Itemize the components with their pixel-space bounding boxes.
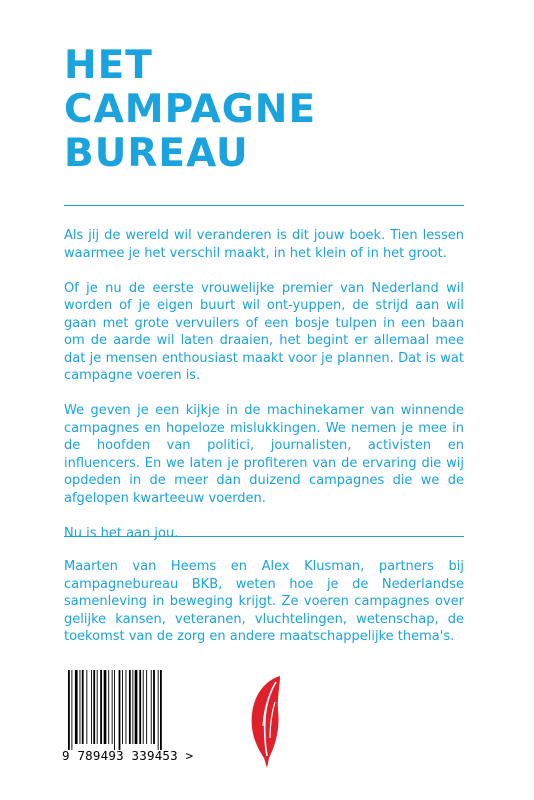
blurb-paragraph-2: Of je nu de eerste vrouwelijke premier van Nederland wil worden of je eigen buurt wil ont-yuppen, de strijd aan wil gaan met grote vervuilers of een bosje tulpen in een baan om de aarde wil laten draaien, het begint er allemaal mee dat je mensen enthousiast maakt voor je plannen. Dat is wat campagne voeren is. xyxy=(64,280,464,383)
title-line-2: CAMPAGNE xyxy=(64,87,317,132)
blurb-paragraph-4: Nu is het aan jou. xyxy=(64,525,179,541)
isbn-text: 9 789493 339453 > xyxy=(62,748,194,763)
title-line-3: BUREAU xyxy=(64,131,249,176)
divider-top xyxy=(64,205,464,206)
quill-pen-logo-icon xyxy=(236,672,296,772)
title-line-1: HET xyxy=(64,43,153,88)
book-title xyxy=(64,44,484,176)
author-bio: Maarten van Heems en Alex Klusman, partners bij campagnebureau BKB, weten hoe je de Nederlandse samenleving in beweging krijgt. Ze voeren campagnes over gelijke kansen, veteranen, vluchtelingen, wetenschap, de toekomst van de zorg en andere maatschappelijke thema's. xyxy=(64,559,464,644)
blurb-paragraph-1: Als jij de wereld wil veranderen is dit jouw boek. Tien lessen waarmee je het verschil maakt, in het klein of in het groot. xyxy=(64,228,464,261)
blurb xyxy=(64,227,464,560)
divider-bottom xyxy=(64,536,464,537)
blurb-paragraph-3: We geven je een kijkje in de machinekamer van winnende campagnes en hopeloze mislukkingen. We nemen je mee in de hoofden van politici, journalisten, activisten en influencers. En we laten je profiteren van de ervaring die wij opdeden in de meer dan duizend campagnes die we de afgelopen kwarteeuw voerden. xyxy=(64,403,464,506)
